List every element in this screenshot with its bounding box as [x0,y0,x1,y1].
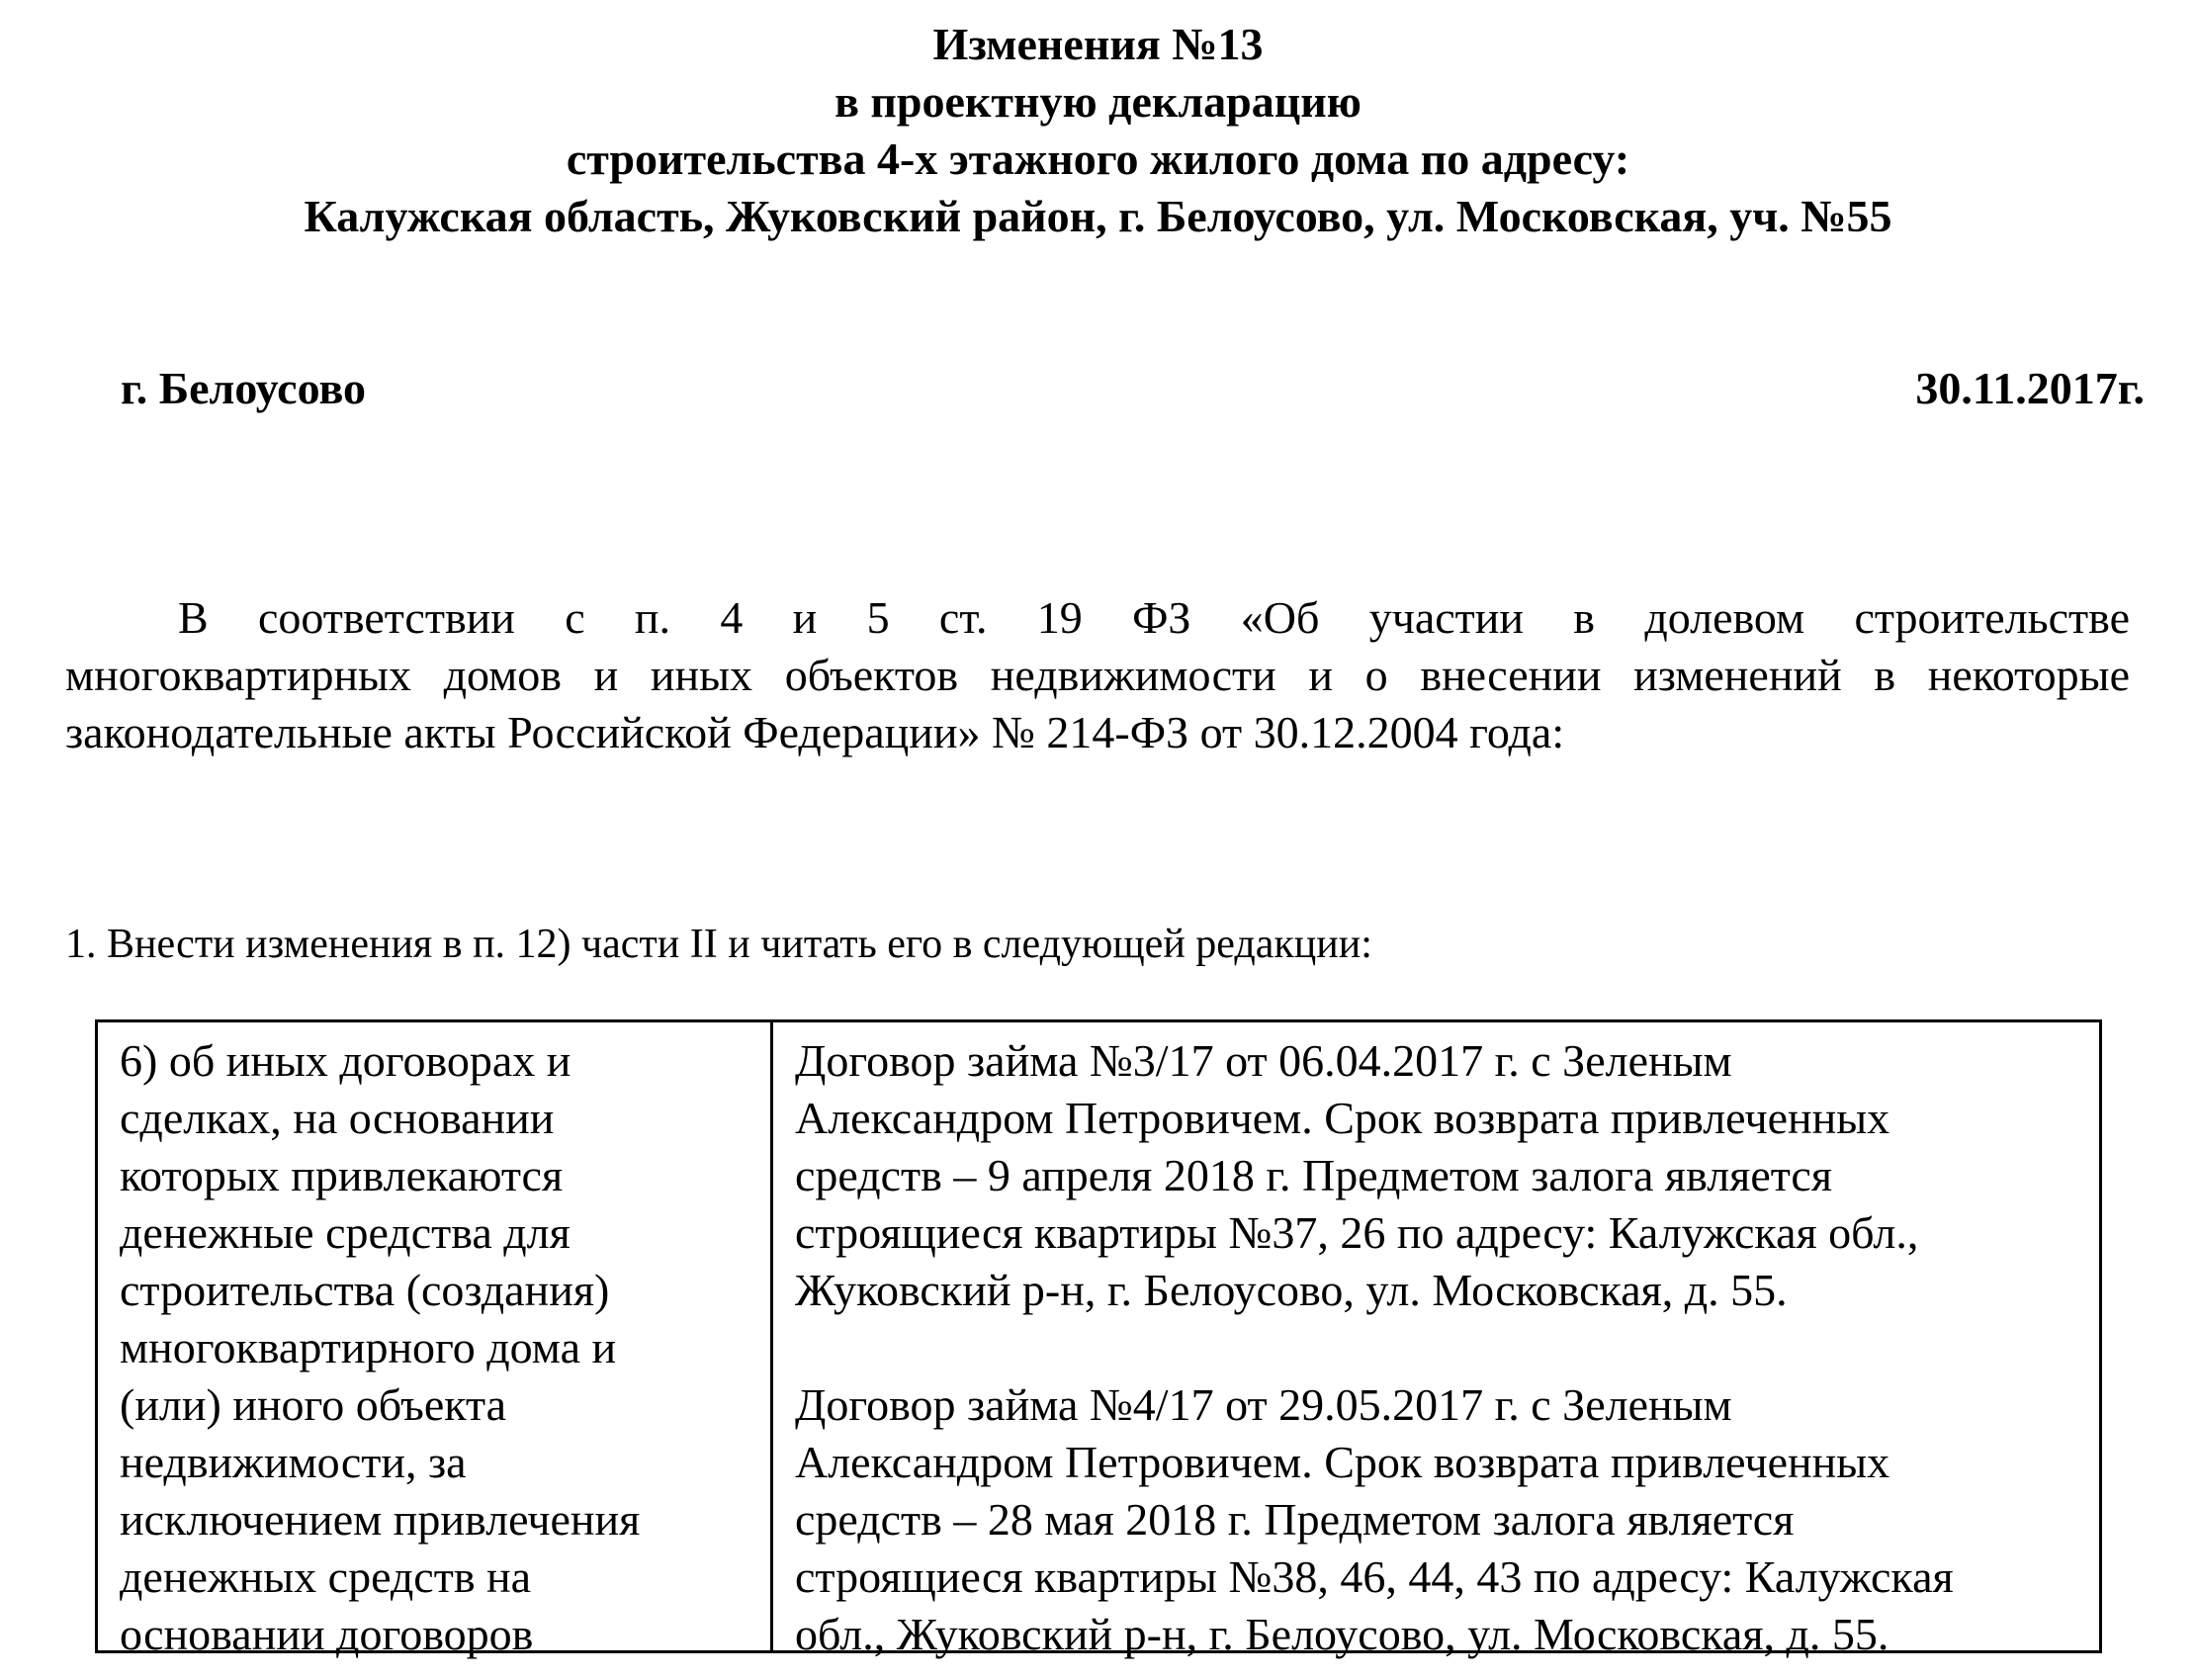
contract-line: строящиеся квартиры №38, 46, 44, 43 по адресу: Калужская [795,1551,1954,1602]
contract-line: строящиеся квартиры №37, 26 по адресу: Калужская обл., [795,1207,1919,1258]
contract-line: обл., Жуковский р-н, г. Белоусово, ул. Московская, д. 55. [795,1609,1889,1659]
contract-line: средств – 9 апреля 2018 г. Предметом залога является [795,1150,1832,1200]
preamble-paragraph [65,589,2130,761]
preamble-line: законодательные акты Российской Федерации» № 214-ФЗ от 30.12.2004 года: [65,707,1565,757]
preamble-line: В соответствии с п. 4 и 5 ст. 19 ФЗ «Об участии в долевом строительстве [178,592,2130,643]
loan-contract-paragraph [795,1032,2099,1319]
preamble-line: многоквартирных домов и иных объектов недвижимости и о внесении изменений в некоторые [65,650,2130,700]
document-date: 30.11.2017г. [1915,363,2145,413]
clause-line: исключением привлечения [120,1494,641,1545]
contract-line: средств – 28 мая 2018 г. Предметом залога является [795,1494,1795,1545]
amendment-table [95,1019,2102,1659]
contract-line: Александром Петровичем. Срок возврата привлеченных [795,1093,1890,1143]
document-place: г. Белоусово [121,363,366,413]
clause-line: денежные средства для [120,1207,571,1258]
clause-line: которых привлекаются [120,1150,564,1200]
document-title [0,16,2196,245]
clause-line: строительства (создания) [120,1265,610,1315]
table-cell-contracts [773,1022,2099,1659]
loan-contract-paragraph [795,1376,2099,1663]
amendment-item: 1. Внести изменения в п. 12) части II и читать его в следующей редакции: [65,922,1372,967]
title-line: в проектную декларацию [834,76,1362,127]
clause-line: 6) об иных договорах и [120,1035,571,1086]
clause-line: сделках, на основании [120,1093,555,1143]
contract-line: Договор займа №4/17 от 29.05.2017 г. с Зеленым [795,1379,1732,1430]
clause-line: многоквартирного дома и [120,1322,617,1372]
table-cell-clause [98,1022,773,1659]
title-line: Изменения №13 [932,19,1264,69]
clause-line: (или) иного объекта [120,1379,507,1430]
clause-line: недвижимости, за [120,1437,467,1487]
contract-line: Жуковский р-н, г. Белоусово, ул. Московская, д. 55. [795,1265,1788,1315]
title-line: Калужская область, Жуковский район, г. Белоусово, ул. Московская, уч. №55 [304,191,1892,241]
clause-line: денежных средств на [120,1551,532,1602]
clause-line: основании договоров [120,1609,534,1659]
contract-line: Договор займа №3/17 от 06.04.2017 г. с Зеленым [795,1035,1732,1086]
title-line: строительства 4-х этажного жилого дома по адресу: [566,133,1630,184]
contract-line: Александром Петровичем. Срок возврата привлеченных [795,1437,1890,1487]
paragraph-gap [795,1319,2099,1376]
